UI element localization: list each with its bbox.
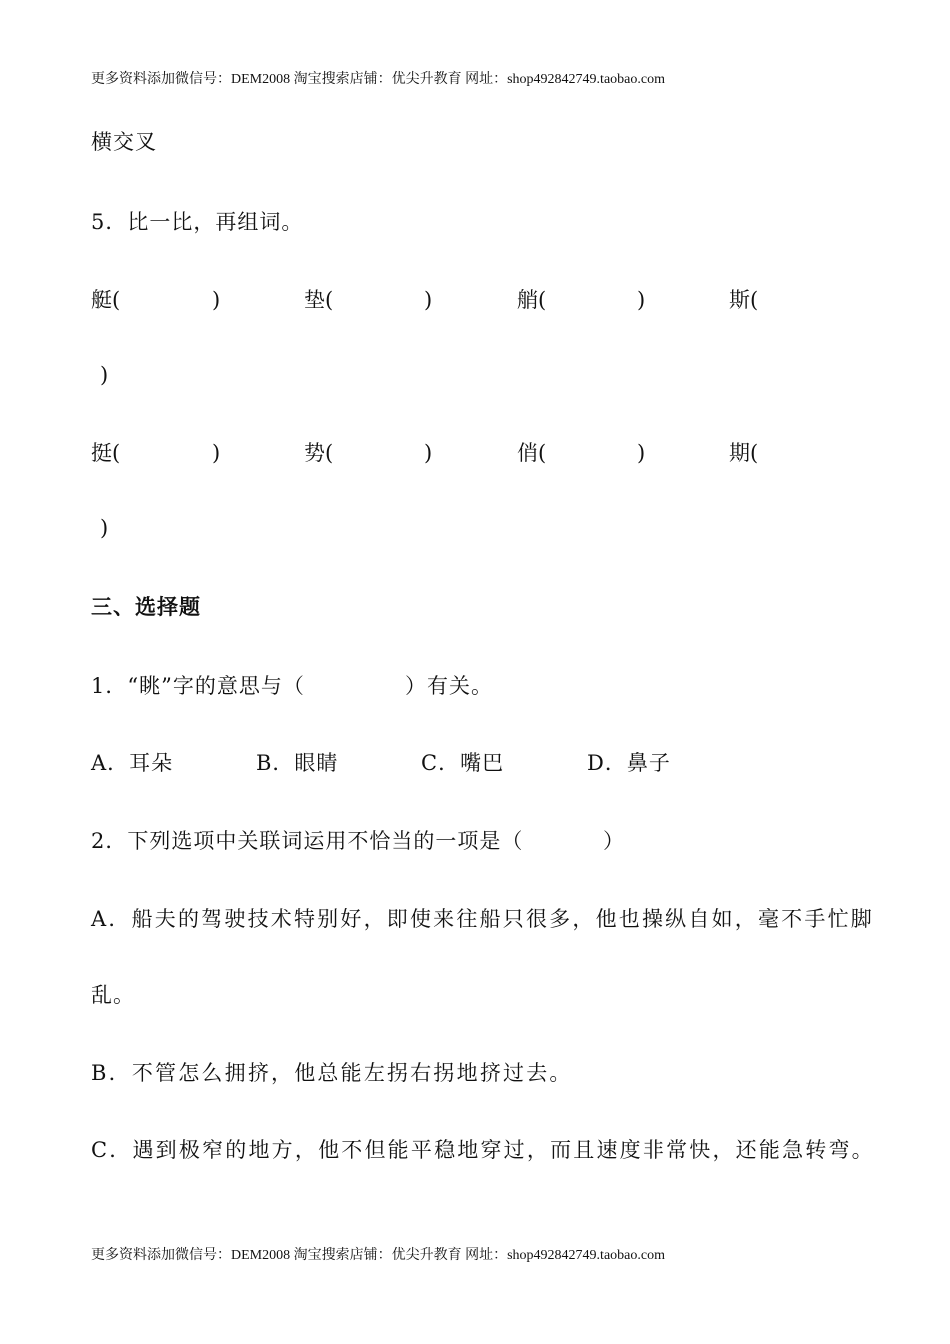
page-footer: 更多资料添加微信号：DEM2008 淘宝搜索店铺：优尖升教育 网址：shop492842749.taobao.com: [91, 1248, 665, 1263]
open-paren: (: [538, 288, 547, 312]
q5-row2-item-1: [91, 443, 120, 464]
q2-stem-b: ）: [603, 829, 625, 853]
open-paren: (: [112, 441, 121, 465]
q5-row1-item-1: [91, 290, 120, 311]
open-paren: (: [750, 441, 759, 465]
char: 垫: [304, 288, 325, 312]
q1-stem-a: 1．“眺”字的意思与（: [91, 674, 305, 698]
q1-option-c: C．嘴巴: [421, 751, 505, 775]
q5-row2-close-3: ): [637, 441, 646, 465]
q1-stem-b: ）有关。: [405, 674, 493, 698]
char: 势: [304, 441, 325, 465]
char: 艇: [91, 288, 112, 312]
open-paren: (: [325, 441, 334, 465]
q5-row1-item-3: [517, 290, 546, 311]
q5-row2-item-2: [304, 443, 333, 464]
char: 挺: [91, 441, 112, 465]
continued-text: 横交叉: [91, 130, 157, 154]
q1-option-d: D．鼻子: [587, 751, 671, 775]
char: 俏: [517, 441, 538, 465]
char: 斯: [729, 288, 750, 312]
open-paren: (: [325, 288, 334, 312]
q5-row2-close-2: ): [424, 441, 433, 465]
q5-row1-close-4: ): [100, 363, 109, 387]
q5-row1-close-3: ): [637, 288, 646, 312]
q2-option-b: B．不管怎么拥挤，他总能左拐右拐地挤过去。: [91, 1061, 573, 1085]
q5-row1-item-2: [304, 290, 333, 311]
q5-title: 5．比一比，再组词。: [91, 210, 304, 234]
q5-row1-close-1: ): [212, 288, 221, 312]
q2-stem-a: 2．下列选项中关联词运用不恰当的一项是（: [91, 829, 524, 853]
q5-row1-close-2: ): [424, 288, 433, 312]
q5-row2-item-3: [517, 443, 546, 464]
section3-title: 三、选择题: [91, 594, 201, 619]
q1-option-b: B．眼睛: [256, 751, 339, 775]
char: 期: [729, 441, 750, 465]
q5-row1-item-4: [729, 290, 758, 311]
q5-row2-item-4: [729, 443, 758, 464]
open-paren: (: [750, 288, 759, 312]
open-paren: (: [538, 441, 547, 465]
open-paren: (: [112, 288, 121, 312]
q2-option-a-line2: 乱。: [91, 983, 135, 1007]
char: 艄: [517, 288, 538, 312]
q5-row2-close-1: ): [212, 441, 221, 465]
q2-option-c: C．遇到极窄的地方，他不但能平稳地穿过，而且速度非常快，还能急转弯。: [91, 1138, 875, 1162]
page-header: 更多资料添加微信号：DEM2008 淘宝搜索店铺：优尖升教育 网址：shop492842749.taobao.com: [91, 72, 665, 87]
q2-option-a-line1: A．船夫的驾驶技术特别好，即使来往船只很多，他也操纵自如，毫不手忙脚: [91, 907, 874, 931]
q1-option-a: A．耳朵: [91, 751, 174, 775]
q5-row2-close-4: ): [100, 516, 109, 540]
